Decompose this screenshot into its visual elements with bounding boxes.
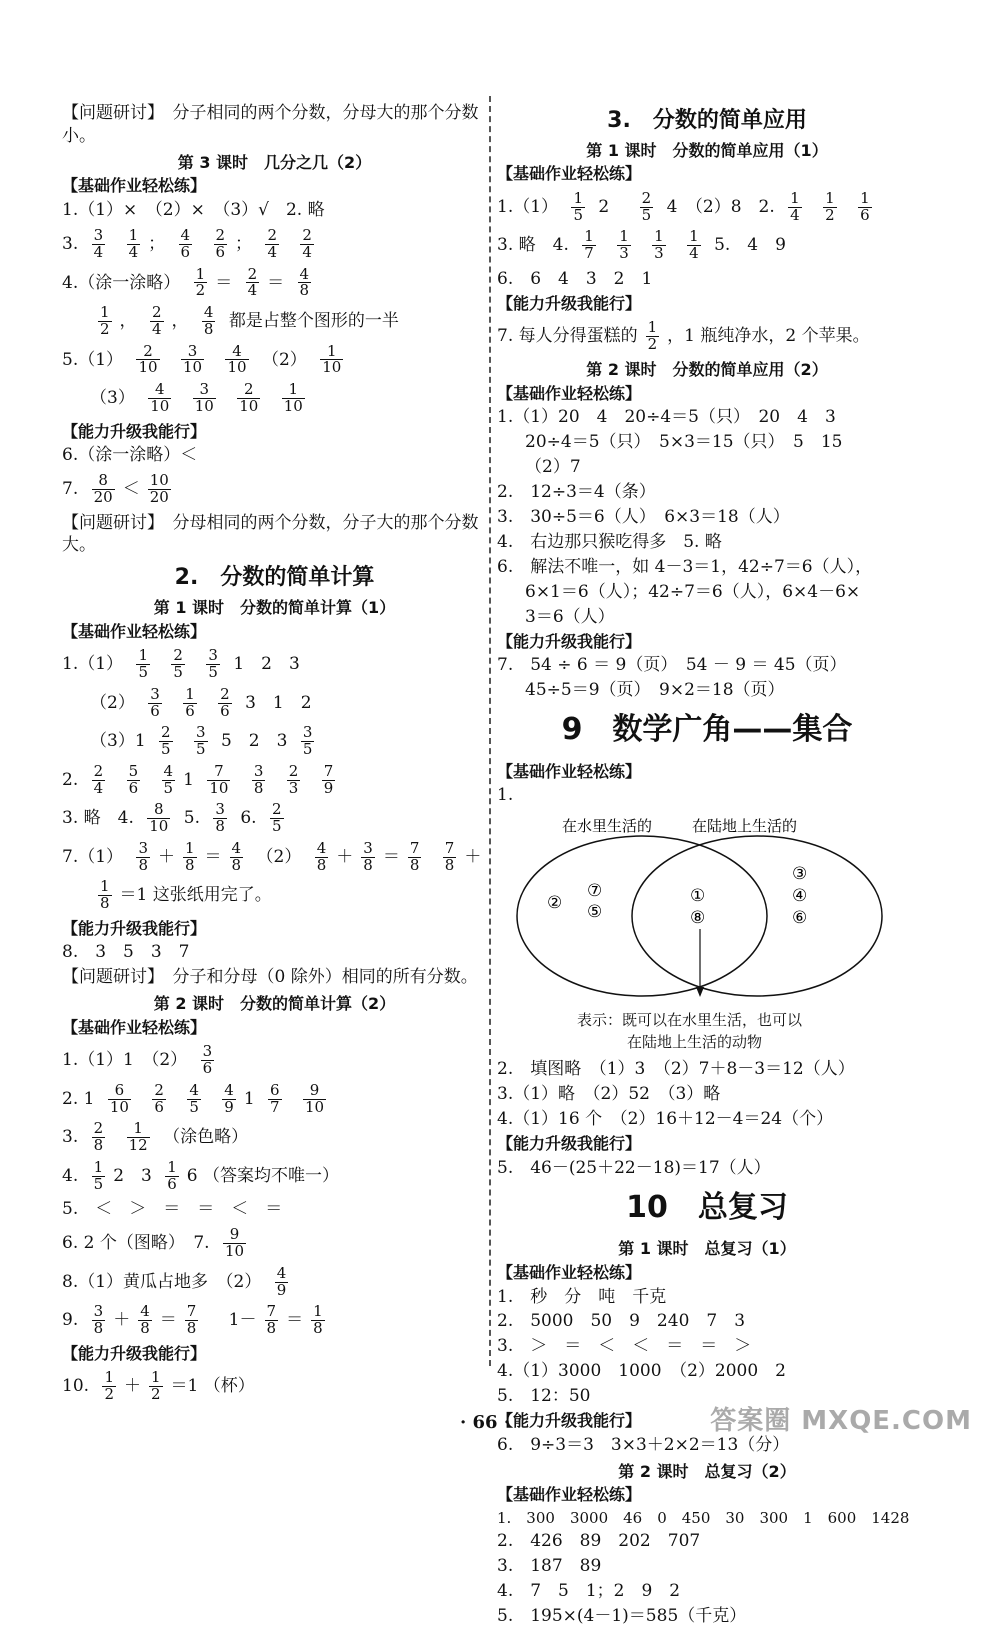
answer-line: 3. 187 89: [497, 1556, 602, 1577]
section-advanced: 【能力升级我能行】: [62, 1343, 207, 1363]
answer-line: 10. $\frac{1}{2}$ ＋ $\frac{1}{2}$ ＝1 （杯）: [62, 1368, 255, 1404]
answer-line: 1.: [497, 785, 514, 806]
section-basic: 【基础作业轻松练】: [62, 621, 207, 641]
section-advanced: 【能力升级我能行】: [497, 293, 642, 313]
answer-line: 8.（1）黄瓜占地多 （2） $\frac{4}{9}$: [62, 1263, 287, 1299]
venn-label-water: 在水里生活的: [562, 817, 653, 836]
lesson-title: 第 1 课时 总复习（1）: [618, 1239, 796, 1259]
answer-line: 1. 秒 分 吨 千克: [497, 1286, 667, 1307]
venn-item: ①: [690, 886, 706, 907]
answer-line: （3）1 $\frac{2}{5}$ $\frac{3}{5}$ 5 2 3 $\frac{3}{5}$: [90, 723, 313, 759]
answer-line: 1.（1）× （2）× （3）√ 2. 略: [62, 200, 325, 221]
arrow-head-icon: [696, 987, 704, 997]
problem-discussion-2: 【问题研讨】 分母相同的两个分数，分子大的那个分数大。: [62, 512, 479, 556]
page-number: · 66 ·: [460, 1412, 511, 1433]
answer-line: （3） $\frac{4}{10}$ $\frac{3}{10}$ $\frac{2}{10}$ $\frac{1}{10}$: [90, 380, 303, 415]
venn-svg: [507, 811, 897, 1001]
answer-line: 2. 5000 50 9 240 7 3: [497, 1311, 746, 1332]
answer-line: 5.（1） $\frac{2}{10}$ $\frac{3}{10}$ $\frac{4}{10}$ （2） $\frac{1}{10}$: [62, 341, 342, 377]
answer-line: 20÷4＝5（只） 5×3＝15（只） 5 15: [525, 432, 843, 453]
answer-line: 4.（1）16 个 （2）16＋12－4＝24（个）: [497, 1109, 834, 1130]
section-advanced: 【能力升级我能行】: [497, 1411, 642, 1431]
answer-line: 7.（1） $\frac{3}{8}$ ＋ $\frac{1}{8}$ ＝ $\frac{4}{8}$ （2） $\frac{4}{8}$ ＋ $\frac{3}{8}$ ＝ $\frac{7}{8}$ $\frac{7}{8}$ ＋: [62, 838, 482, 874]
section-basic: 【基础作业轻松练】: [497, 383, 642, 403]
section-advanced: 【能力升级我能行】: [62, 421, 207, 441]
answer-line: 3. $\frac{2}{8}$ $\frac{1}{12}$ （涂色略）: [62, 1119, 249, 1155]
answer-line: 7. 54 ÷ 6 ＝ 9（页） 54 － 9 ＝ 45（页）: [497, 655, 847, 676]
answer-line: 2. 12÷3＝4（条）: [497, 481, 656, 502]
answer-line: 6×1＝6（人）；42÷7＝6（人），6×4－6×: [525, 581, 861, 602]
venn-label-land: 在陆地上生活的: [692, 817, 798, 836]
answer-line: 3. 30÷5＝6（人） 6×3＝18（人）: [497, 506, 790, 527]
answer-line: 1. 300 3000 46 0 450 30 300 1 600 1428: [497, 1508, 910, 1527]
answer-line: 5. 46－(25＋22－18)＝17（人）: [497, 1157, 771, 1178]
answer-line: 4.（1）3000 1000 （2）2000 2: [497, 1361, 786, 1382]
section-advanced: 【能力升级我能行】: [62, 918, 207, 938]
answer-line: 3＝6（人）: [525, 606, 615, 627]
answer-line: 4. $\frac{1}{5}$ 2 3 $\frac{1}{6}$ 6 （答案均不唯一）: [62, 1157, 340, 1193]
answer-line: 6. 6 4 3 2 1: [497, 268, 653, 289]
answer-line: 2. 填图略 （1）3 （2）7＋8－3＝12（人）: [497, 1059, 855, 1080]
lesson-title: 第 2 课时 总复习（2）: [618, 1461, 796, 1481]
venn-item: ⑤: [587, 902, 603, 923]
venn-item: ⑦: [587, 881, 603, 902]
answer-line: 6. 9÷3＝3 3×3＋2×2＝13（分）: [497, 1434, 790, 1455]
answer-line: 6. 解法不唯一，如 4－3＝1，42÷7＝6（人），: [497, 556, 873, 577]
answer-line: 5. 195×(4－1)＝585（千克）: [497, 1605, 747, 1626]
section-basic: 【基础作业轻松练】: [497, 164, 642, 184]
section-basic: 【基础作业轻松练】: [62, 1017, 207, 1037]
lesson-title: 第 2 课时 分数的简单计算（2）: [153, 994, 396, 1014]
unit-title-10: 10 总复习: [626, 1189, 788, 1225]
answer-line: 1.（1）20 4 20÷4＝5（只） 20 4 3: [497, 407, 836, 428]
answer-line: 3. $\frac{3}{4}$ $\frac{1}{4}$ ； $\frac{4}{6}$ $\frac{2}{6}$ ； $\frac{2}{4}$ $\frac{2}{4}$: [62, 226, 312, 261]
section-advanced: 【能力升级我能行】: [497, 631, 642, 651]
venn-item: ④: [792, 886, 808, 907]
lesson-title-3: 第 3 课时 几分之几（2）: [177, 152, 372, 172]
answer-line: 6.（涂一涂略）＜: [62, 445, 198, 466]
answer-line: 8. 3 5 3 7: [62, 942, 190, 963]
answer-line: 1.（1）1 （2） $\frac{3}{6}$: [62, 1042, 213, 1078]
venn-circle-left: [517, 836, 767, 996]
answer-line: 2. $\frac{2}{4}$ $\frac{5}{6}$ $\frac{4}{5}$ 1 $\frac{7}{10}$ $\frac{3}{8}$ $\frac{2}{3}$ $\frac{7}{9}$: [62, 761, 334, 797]
lesson-title: 第 2 课时 分数的简单应用（2）: [586, 359, 828, 379]
answer-line: 6. 2 个（图略） 7. $\frac{9}{10}$: [62, 1225, 245, 1261]
answer-line: $\frac{1}{8}$ ＝1 这张纸用完了。: [100, 877, 272, 913]
venn-circle-right: [632, 836, 882, 996]
unit-title-9: 9 数学广角——集合: [561, 712, 853, 747]
answer-line: 2. 1 $\frac{6}{10}$ $\frac{2}{6}$ $\frac{4}{5}$ $\frac{4}{9}$ 1 $\frac{6}{7}$ $\frac{9}{10}$: [62, 1080, 325, 1116]
answer-line: 7. 每人分得蛋糕的 $\frac{1}{2}$ ，1 瓶纯净水，2 个苹果。: [497, 318, 870, 354]
answer-line: 5. 12：50: [497, 1386, 591, 1407]
problem-discussion-1: 【问题研讨】 分子相同的两个分数，分母大的那个分数小。: [62, 103, 479, 146]
section-basic: 【基础作业轻松练】: [497, 761, 642, 781]
answer-line: 4. 右边那只猴吃得多 5. 略: [497, 531, 722, 552]
unit-title-2: 2. 分数的简单计算: [174, 565, 375, 591]
venn-item: ⑧: [690, 908, 706, 929]
venn-item: ③: [792, 864, 808, 885]
answer-line: 1.（1） $\frac{1}{5}$ $\frac{2}{5}$ $\frac{3}{5}$ 1 2 3: [62, 646, 300, 682]
venn-diagram: [507, 811, 917, 1052]
venn-note: 在陆地上生活的动物: [627, 1033, 763, 1052]
problem-discussion-3: 【问题研讨】 分子和分母（0 除外）相同的所有分数。: [62, 967, 478, 988]
section-basic: 【基础作业轻松练】: [497, 1262, 642, 1282]
answer-line: 7. $\frac{8}{20}$ ＜ $\frac{10}{20}$: [62, 471, 169, 506]
answer-line: 9. $\frac{3}{8}$ ＋ $\frac{4}{8}$ ＝ $\frac{7}{8}$ 1－ $\frac{7}{8}$ ＝ $\frac{1}{8}$: [62, 1302, 323, 1338]
venn-item: ⑥: [792, 908, 808, 929]
answer-line: 4.（涂一涂略） $\frac{1}{2}$ ＝ $\frac{2}{4}$ ＝ $\frac{4}{8}$: [62, 264, 310, 300]
section-basic: 【基础作业轻松练】: [62, 176, 207, 196]
answer-line: （2）7: [525, 456, 581, 477]
answer-line: 3. 略 4. $\frac{8}{10}$ 5. $\frac{3}{8}$ 6. $\frac{2}{5}$: [62, 800, 282, 836]
answer-line: 3.（1）略 （2）52 （3）略: [497, 1084, 721, 1105]
watermark-logo: 答案圈 MXQE.COM: [710, 1406, 972, 1436]
answer-line: 2. 426 89 202 707: [497, 1531, 701, 1552]
column-divider: [489, 96, 491, 1366]
venn-note: 表示：既可以在水里生活，也可以: [577, 1010, 803, 1029]
answer-line: 3. 略 4. $\frac{1}{7}$ $\frac{1}{3}$ $\frac{1}{3}$ $\frac{1}{4}$ 5. 4 9: [497, 227, 786, 263]
answer-line: 5. ＜ ＞ ＝ ＝ ＜ ＝: [62, 1199, 283, 1220]
left-column: [62, 100, 487, 1409]
unit-title-3: 3. 分数的简单应用: [607, 108, 807, 133]
answer-line: 1.（1） $\frac{1}{5}$ 2 $\frac{2}{5}$ 4 （2）8 2. $\frac{1}{4}$ $\frac{1}{2}$ $\frac{1}{6}$: [497, 188, 870, 224]
answer-line: 4. 7 5 1；2 9 2: [497, 1581, 681, 1602]
lesson-title: 第 1 课时 分数的简单计算（1）: [153, 598, 396, 618]
answer-line: 45÷5＝9（页） 9×2＝18（页）: [525, 680, 785, 701]
lesson-title: 第 1 课时 分数的简单应用（1）: [586, 140, 828, 160]
answer-line: （2） $\frac{3}{6}$ $\frac{1}{6}$ $\frac{2}{6}$ 3 1 2: [90, 684, 312, 720]
answer-line: $\frac{1}{2}$ ， $\frac{2}{4}$ ， $\frac{4}{8}$ 都是占整个图形的一半: [100, 303, 399, 338]
section-advanced: 【能力升级我能行】: [497, 1134, 642, 1154]
answer-line: 3. ＞ ＝ ＜ ＜ ＝ ＝ ＞: [497, 1336, 752, 1357]
section-basic: 【基础作业轻松练】: [497, 1485, 642, 1505]
venn-item: ②: [547, 893, 563, 914]
